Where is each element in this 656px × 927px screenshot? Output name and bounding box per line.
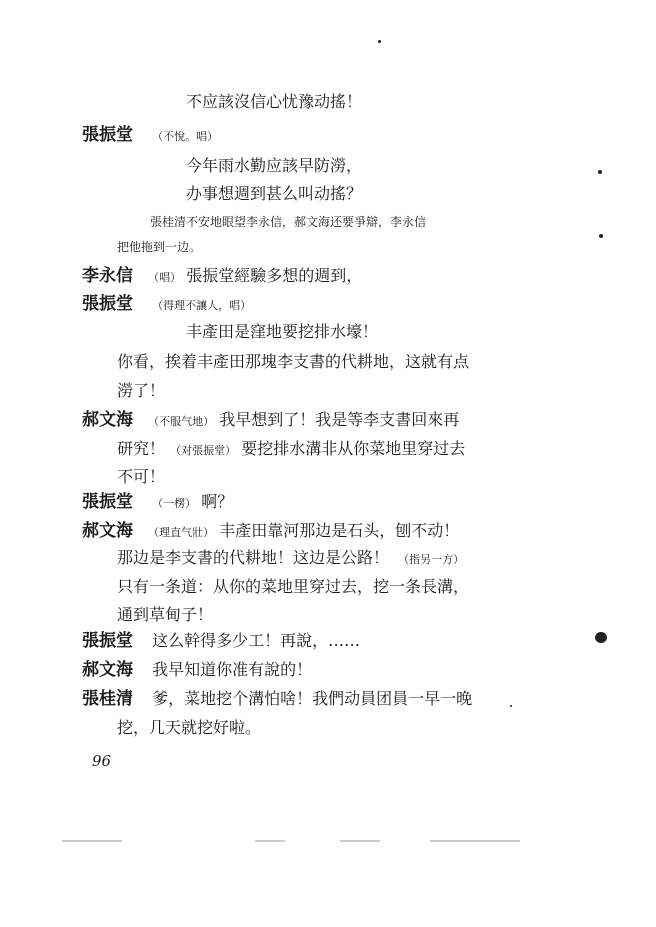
dialogue-line [117,469,165,485]
speaker-name: 張振堂 [82,492,133,512]
dialogue-line [117,607,213,623]
dialogue-line [82,523,459,540]
dialogue-line [82,296,251,313]
verse-line [186,94,362,110]
dialogue-text: 这么幹得多少工！再說，…… [152,631,361,650]
stage-note [150,216,426,228]
scan-noise [340,840,380,842]
stage-direction: （得理不讓人，唱） [152,299,252,312]
page-number: 96 [92,752,112,770]
dialogue-text: 啊？ [201,492,234,511]
scan-speck [595,632,607,643]
speaker-name: 張振堂 [82,125,133,145]
dialogue-line [117,383,165,399]
verse-line [186,324,378,340]
stage-direction: （不悅。唱） [152,130,219,143]
dialogue-text: 張振堂經驗多想的週到， [186,266,363,285]
stage-direction: （不服气地） [148,415,215,428]
verse-text: 办事想週到甚么叫动搖？ [186,184,363,203]
stage-direction: （理直气壯） [148,526,215,539]
dialogue-line [82,662,312,679]
dialogue-text: 我早想到了！我是等李支書回來再 [219,410,460,429]
verse-text: 丰產田是窪地要挖排水壕！ [186,322,379,341]
stage-note-text: 把他拖到一边。 [117,240,202,254]
dialogue-line [117,550,464,566]
dialogue-line [117,354,469,370]
speaker-name: 張振堂 [82,294,133,314]
speaker-name: 張振堂 [82,631,133,651]
dialogue-text: 你看，挨着丰產田那塊李支書的代耕地，这就有点 [117,352,470,371]
speaker-name: 張桂清 [82,689,133,709]
stage-direction: （唱） [148,271,182,284]
verse-line [186,186,362,202]
speaker-name: 郝文海 [82,660,133,680]
dialogue-text: 挖，几天就挖好啦。 [117,718,262,737]
dialogue-text: 要挖排水溝非从你菜地里穿过去 [241,439,466,458]
dialogue-line [117,441,465,457]
dialogue-line [82,691,472,708]
scan-noise [255,840,285,842]
scan-noise [62,840,122,842]
stage-note-text: 張桂清不安地眼望李永信，郝文海还要爭辯，李永信 [150,215,427,229]
scan-speck [378,40,381,43]
stage-note [117,241,201,253]
scan-noise [430,840,520,842]
verse-line [186,158,362,174]
dialogue-line [117,720,261,736]
dialogue-text: 那边是李支書的代耕地！这边是公路！ [117,548,390,567]
dialogue-text: 我早知道你准有說的！ [152,660,313,679]
dialogue-line [117,579,469,595]
dialogue-text: 通到草甸子！ [117,605,214,624]
stage-direction: （对張振堂） [170,444,237,457]
dialogue-text: 爹，菜地挖个溝怕啥！我們动員团員一早一晚 [152,689,473,708]
scan-speck [598,170,602,174]
stage-direction: （一楞） [152,497,197,510]
dialogue-text: 不可！ [117,467,166,486]
verse-text: 不应該沒信心忧豫动搖！ [186,92,363,111]
scan-speck [599,234,603,238]
speaker-name: 郝文海 [82,521,133,541]
dialogue-line [82,127,218,144]
speaker-name: 李永信 [82,266,133,286]
scan-speck [510,705,512,707]
dialogue-line [82,633,360,650]
dialogue-line [82,268,362,285]
dialogue-line [82,412,459,429]
dialogue-text: 研究！ [117,439,166,458]
verse-text: 今年雨水勤应該早防澇， [186,156,363,175]
dialogue-text: 澇了！ [117,381,166,400]
stage-direction: （指另一方） [398,553,465,566]
dialogue-text: 丰產田靠河那边是石头，刨不动！ [219,521,460,540]
dialogue-text: 只有一条道：从你的菜地里穿过去，挖一条長溝， [117,577,470,596]
speaker-name: 郝文海 [82,410,133,430]
dialogue-line [82,494,233,511]
